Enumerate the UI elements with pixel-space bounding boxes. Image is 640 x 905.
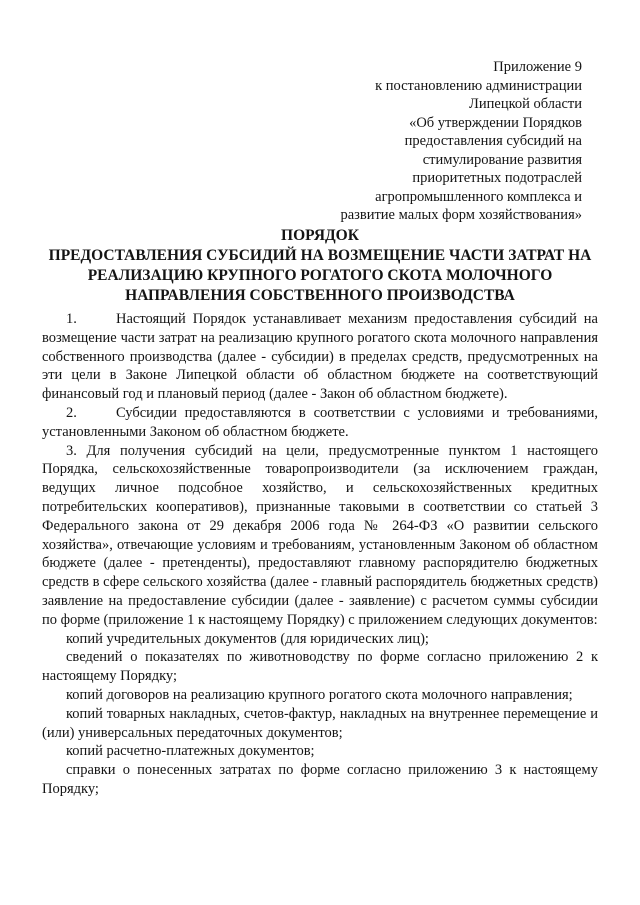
title-line: НАПРАВЛЕНИЯ СОБСТВЕННОГО ПРОИЗВОДСТВА — [125, 287, 515, 304]
paragraph-3: 3. Для получения субсидий на цели, предусмотренные пунктом 1 настоящего Порядка, сельскохозяйственные товаропроизводители (за исключением граждан, ведущих личное подсобное хозяйство, и сельскохозяйственных кредитных потребительских кооперативов), признанные таковыми в соответствии со статьей 3 Федерального закона от 29 декабря 2006 года № 264-ФЗ «О развитии сельского хозяйства», отвечающие условиям и требованиям, установленным Законом об областном бюджете (далее - претенденты), предоставляют главному распорядителю бюджетных средств в сфере сельского хозяйства (далее - главный распорядитель бюджетных средств) заявление на предоставление субсидии (далее - заявление) с расчетом суммы субсидии по форме (приложение 1 к настоящему Порядку) с приложением следующих документов: — [42, 442, 598, 628]
appendix-line: развитие малых форм хозяйствования» — [340, 207, 582, 223]
appendix-line: стимулирование развития — [422, 151, 582, 168]
list-item: копий учредительных документов (для юридических лиц); — [66, 630, 429, 647]
appendix-line: Приложение 9 — [493, 59, 582, 75]
appendix-line: Липецкой области — [469, 96, 582, 112]
document-body — [42, 310, 598, 799]
document-title — [30, 226, 610, 306]
title-line: ПРЕДОСТАВЛЕНИЯ СУБСИДИЙ НА ВОЗМЕЩЕНИЕ ЧАСТИ ЗАТРАТ НА — [48, 247, 592, 264]
appendix-line: «Об утверждении Порядков — [409, 114, 582, 131]
title-line: РЕАЛИЗАЦИЮ КРУПНОГО РОГАТОГО СКОТА МОЛОЧНОГО — [87, 267, 553, 284]
paragraph-2 — [42, 404, 598, 442]
list-item: сведений о показателях по животноводству по форме согласно приложению 2 к настоящему Порядку; — [42, 649, 598, 685]
list-item: копий расчетно-платежных документов; — [66, 743, 315, 760]
paragraph-1 — [42, 310, 598, 404]
list-item: копий товарных накладных, счетов-фактур, накладных на внутреннее перемещение и (или) универсальных передаточных документов; — [42, 705, 598, 741]
appendix-line: к постановлению администрации — [375, 77, 582, 94]
paragraph-number: 1. — [66, 311, 77, 327]
paragraph-text: Настоящий Порядок устанавливает механизм предоставления субсидий на возмещение части затрат на реализацию крупного рогатого скота молочного направления собственного производства (далее - субсидии) в пределах средств, предусмотренных на эти цели в Законе Липецкой области об областном бюджете на соответствующий финансовый год и плановый период (далее - Закон об областном бюджете). — [42, 311, 598, 403]
appendix-block — [242, 58, 582, 225]
appendix-line: предоставления субсидий на — [404, 133, 582, 149]
appendix-line: приоритетных подотраслей — [412, 170, 582, 186]
appendix-line: агропромышленного комплекса и — [375, 188, 582, 205]
list-item: справки о понесенных затратах по форме согласно приложению 3 к настоящему Порядку; — [42, 762, 598, 797]
title-heading: ПОРЯДОК — [281, 227, 359, 244]
list-item: копий договоров на реализацию крупного рогатого скота молочного направления; — [66, 686, 573, 703]
paragraph-number: 2. — [66, 404, 77, 421]
paragraph-text: Субсидии предоставляются в соответствии с условиями и требованиями, установленными Законом об областном бюджете. — [42, 404, 598, 440]
